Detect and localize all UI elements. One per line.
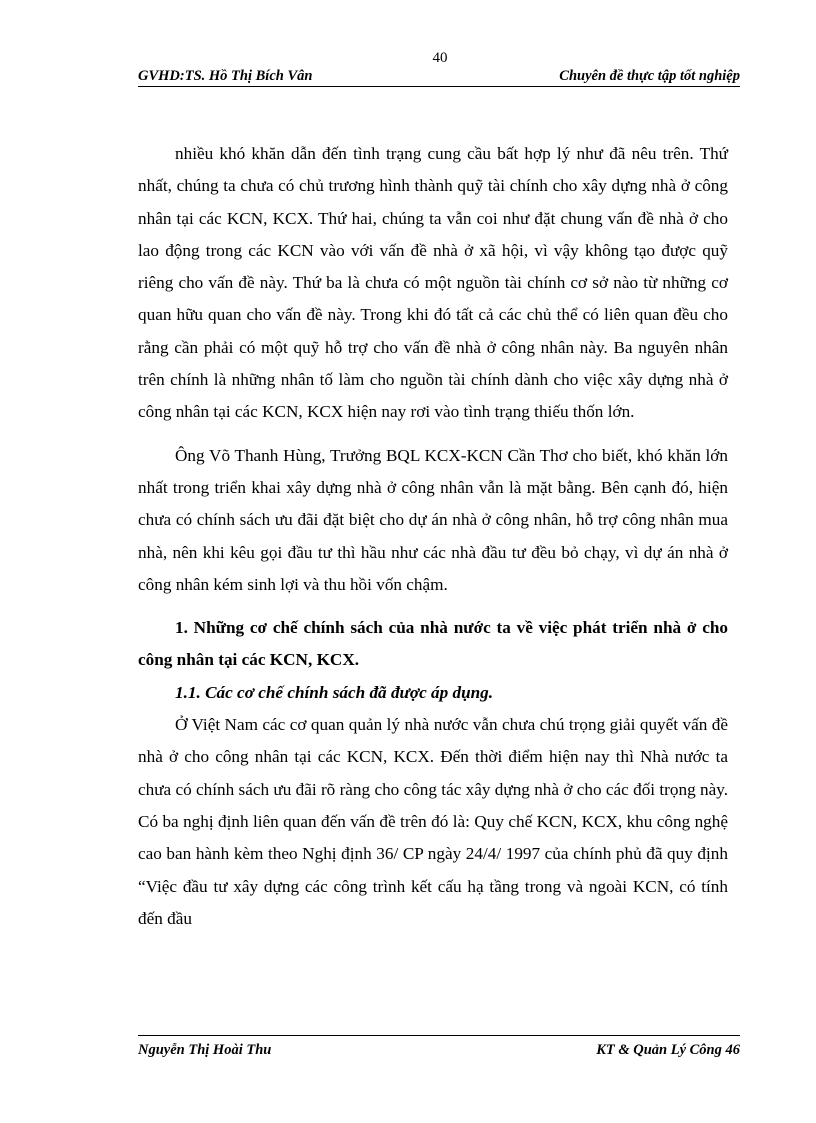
paragraph-causes: nhiều khó khăn dẫn đến tình trạng cung cầu bất hợp lý như đã nêu trên. Thứ nhất, chúng ta chưa có chủ trương hình thành quỹ tài chính cho xây dựng nhà ở công nhân tại các KCN, KCX. Thứ hai, chúng ta vẫn coi như đặt chung vấn đề nhà ở cho lao động trong các KCN vào với vấn đề nhà ở xã hội, vì vậy không tạo được quỹ riêng cho vấn đề này. Thứ ba là chưa có một nguồn tài chính cơ sở nào từ những cơ quan hữu quan cho vấn đề này. Trong khi đó tất cả các chủ thể có liên quan đều cho rằng cần phải có một quỹ hỗ trợ cho vấn đề nhà ở công nhân này. Ba nguyên nhân trên chính là những nhân tố làm cho nguồn tài chính dành cho việc xây dựng nhà ở công nhân tại các KCN, KCX hiện nay rơi vào tình trạng thiếu thốn lớn. (138, 144, 728, 422)
footer-author: Nguyễn Thị Hoài Thu (138, 1042, 272, 1058)
paragraph-quote: Ông Võ Thanh Hùng, Trưởng BQL KCX-KCN Cần Thơ cho biết, khó khăn lớn nhất trong triển khai xây dựng nhà ở công nhân vẫn là mặt bằng. Bên cạnh đó, hiện chưa có chính sách ưu đãi đặt biệt cho dự án nhà ở công nhân, hỗ trợ công nhân mua nhà, nên khi kêu gọi đầu tư thì hầu như các nhà đầu tư đều bỏ chạy, vì dự án nhà ở công nhân kém sinh lợi và thu hồi vốn chậm. (138, 445, 728, 594)
page-number: 40 (432, 50, 448, 66)
footer-class: KT & Quản Lý Công 46 (596, 1042, 740, 1058)
header-document-type: Chuyên đề thực tập tốt nghiệp (559, 68, 740, 84)
page-header (138, 66, 740, 87)
document-body (138, 138, 728, 935)
header-supervisor: GVHD:TS. Hồ Thị Bích Vân (138, 68, 313, 84)
section-heading: 1. Những cơ chế chính sách của nhà nước ta về việc phát triển nhà ở cho công nhân tại các KCN, KCX. (138, 618, 728, 670)
subsection-heading: 1.1. Các cơ chế chính sách đã được áp dụng. (175, 682, 494, 702)
page-footer (138, 1035, 740, 1062)
paragraph-policies: Ở Việt Nam các cơ quan quản lý nhà nước vẫn chưa chú trọng giải quyết vấn đề nhà ở cho công nhân tại các KCN, KCX. Đến thời điểm hiện nay thì Nhà nước ta chưa có chính sách ưu đãi rõ ràng cho công tác xây dựng nhà ở cho các đối trọng này. Có ba nghị định liên quan đến vấn đề trên đó là: Quy chế KCN, KCX, khu công nghệ cao ban hành kèm theo Nghị định 36/ CP ngày 24/4/ 1997 của chính phủ đã quy định “Việc đầu tư xây dựng các công trình kết cấu hạ tầng trong và ngoài KCN, có tính đến đầu (138, 715, 728, 928)
